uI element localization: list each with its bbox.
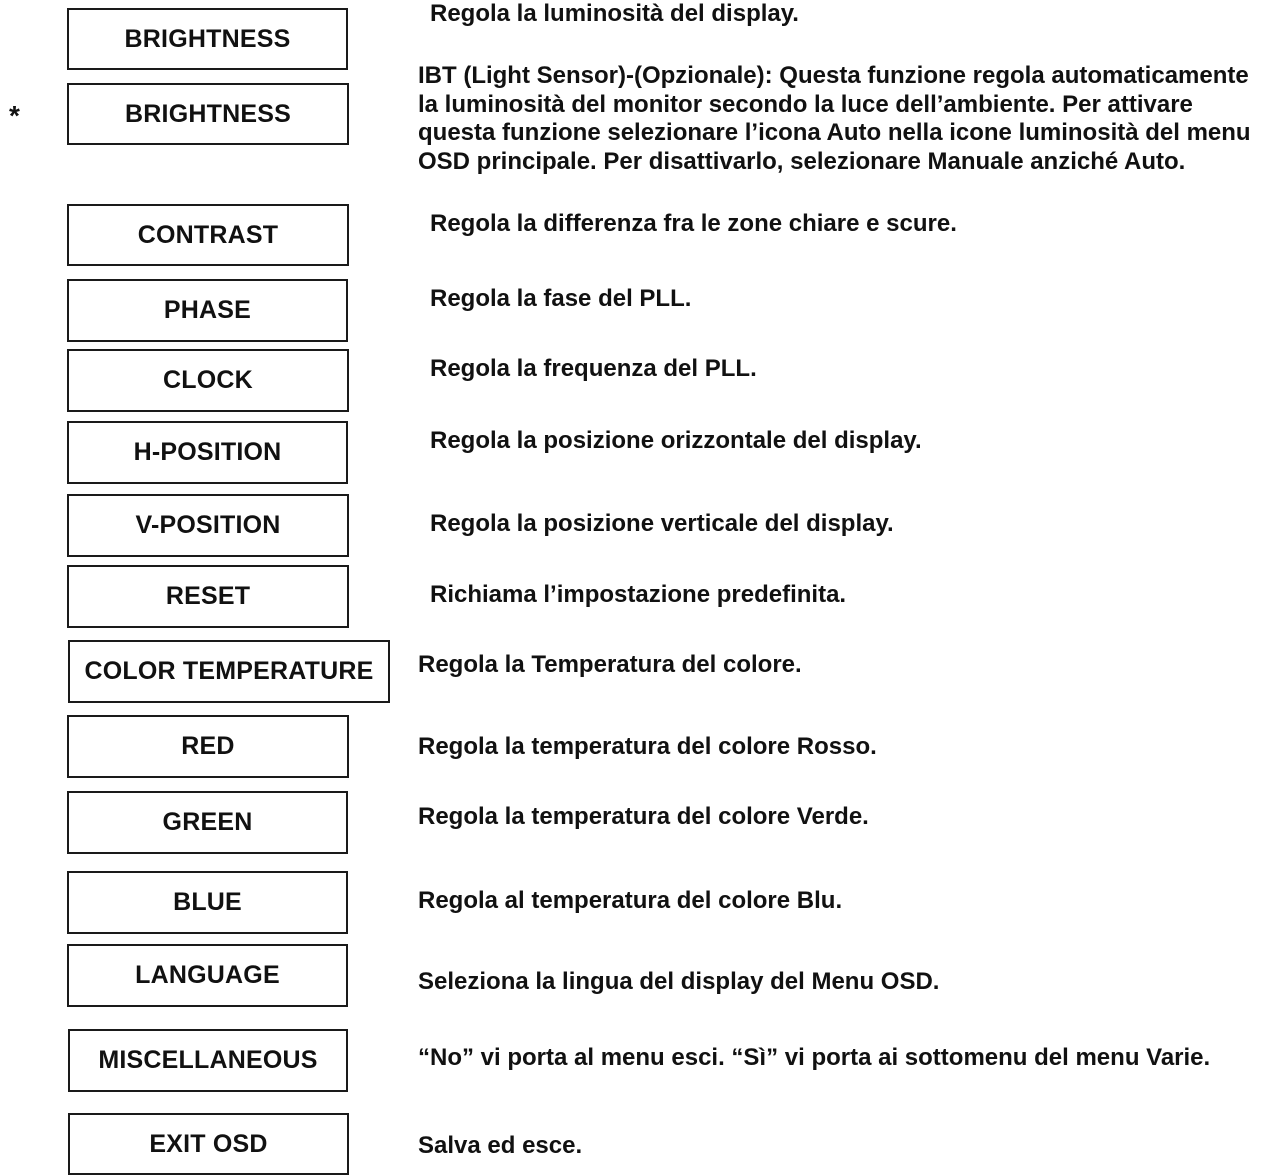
red-description: Regola la temperatura del colore Rosso. (418, 733, 877, 760)
optional-feature-marker: * (9, 100, 20, 131)
reset-description: Richiama l’impostazione predefinita. (430, 581, 847, 608)
contrast-box: CONTRAST (67, 204, 349, 266)
reset-box: RESET (67, 565, 349, 628)
brightness-description: Regola la luminosità del display. (430, 0, 799, 27)
clock-box: CLOCK (67, 349, 349, 412)
green-description: Regola la temperatura del colore Verde. (418, 803, 869, 830)
phase-box: PHASE (67, 279, 348, 342)
green-box: GREEN (67, 791, 348, 854)
color-temperature-box: COLOR TEMPERATURE (68, 640, 390, 703)
contrast-description: Regola la differenza fra le zone chiare e scure. (430, 210, 957, 237)
exit-osd-box: EXIT OSD (68, 1113, 349, 1175)
v-position-description: Regola la posizione verticale del display. (430, 510, 894, 537)
brightness-light-sensor-box: BRIGHTNESS (67, 83, 349, 145)
language-description: Seleziona la lingua del display del Menu OSD. (418, 968, 940, 995)
blue-description: Regola al temperatura del colore Blu. (418, 887, 843, 914)
phase-description: Regola la fase del PLL. (430, 285, 692, 312)
h-position-description: Regola la posizione orizzontale del display. (430, 427, 922, 454)
v-position-box: V-POSITION (67, 494, 349, 557)
blue-box: BLUE (67, 871, 348, 934)
miscellaneous-description: “No” vi porta al menu esci. “Sì” vi porta ai sottomenu del menu Varie. (418, 1044, 1211, 1071)
red-box: RED (67, 715, 349, 778)
brightness-box: BRIGHTNESS (67, 8, 348, 70)
exit-osd-description: Salva ed esce. (418, 1132, 583, 1159)
miscellaneous-box: MISCELLANEOUS (68, 1029, 348, 1092)
color-temperature-description: Regola la Temperatura del colore. (418, 651, 802, 678)
light-sensor-description: IBT (Light Sensor)-(Opzionale): Questa funzione regola automaticamente la luminosità del monitor secondo la luce dell’ambiente. Per attivare questa funzione selezionare l’icona Auto nella icone luminosità del menu OSD principale. Per disattivarlo, selezionare Manuale anziché Auto. (418, 62, 1251, 175)
h-position-box: H-POSITION (67, 421, 348, 484)
language-box: LANGUAGE (67, 944, 348, 1007)
clock-description: Regola la frequenza del PLL. (430, 355, 757, 382)
